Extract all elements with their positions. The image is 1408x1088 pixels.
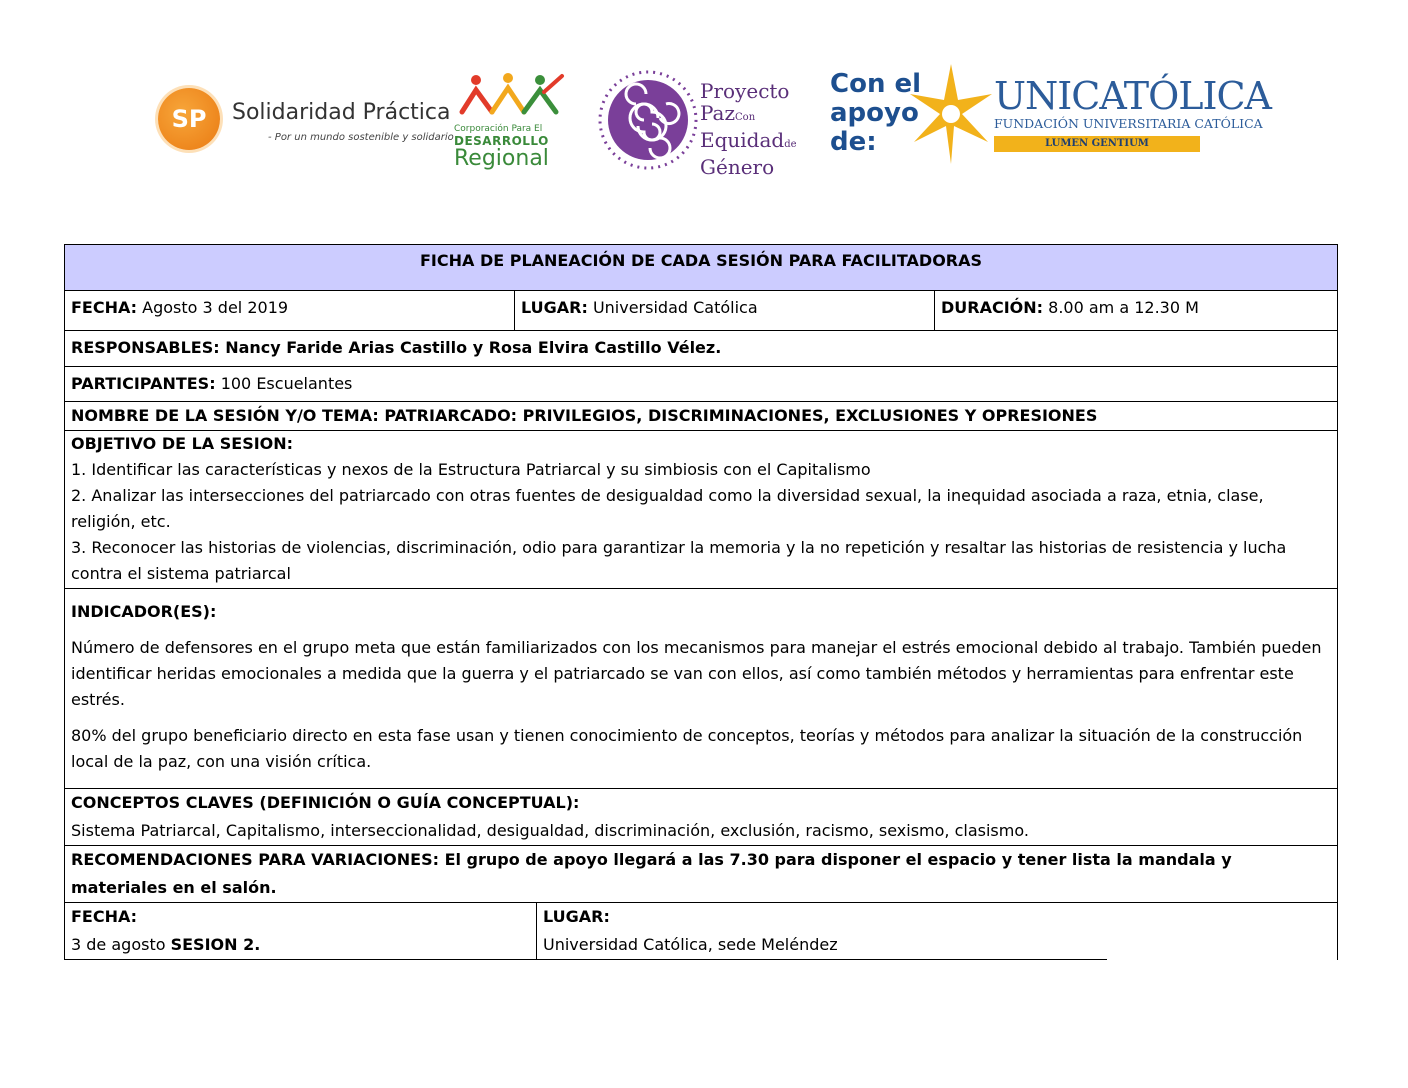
apoyo-line-3: de: [830, 127, 877, 157]
logo-banner [150, 62, 1271, 182]
recomendaciones-row [64, 846, 1338, 903]
participantes-label: PARTICIPANTES: [71, 374, 216, 393]
sp-badge-icon: SP [158, 88, 220, 150]
cdr-line-3: Regional [454, 146, 549, 171]
apoyo-line-1: Con el [830, 69, 922, 99]
unicatolica-subtitle: FUNDACIÓN UNIVERSITARIA CATÓLICA [994, 116, 1263, 131]
people-figures-icon [458, 72, 568, 124]
fecha2-session: SESION 2. [170, 935, 261, 954]
sp-tagline: - Por un mundo sostenible y solidario [268, 132, 454, 143]
lugar-value: Universidad Católica [587, 298, 758, 317]
date-place-duration-row [64, 291, 1338, 331]
participantes-value: 100 Escuelantes [215, 374, 353, 393]
session-planning-form [64, 244, 1338, 960]
paz-line-1: Proyecto [700, 79, 790, 103]
participantes-cell [65, 367, 1337, 401]
conceptos-row [64, 789, 1338, 846]
solidaridad-practica-logo [158, 88, 454, 154]
lugar-cell [515, 291, 935, 330]
conceptos-label: CONCEPTOS CLAVES (DEFINICIÓN O GUÍA CONCEPTUAL): [71, 793, 580, 812]
desarrollo-regional-logo [450, 72, 572, 172]
objetivo-item: 3. Reconocer las historias de violencias, discriminación, odio para garantizar la memoria y la no repetición y resaltar las historias de resistencia y lucha contra el sistema patriarcal [71, 538, 1287, 583]
paz-text [700, 80, 797, 178]
lugar-label: LUGAR: [521, 298, 588, 317]
star-icon [910, 64, 992, 164]
fecha-cell [65, 291, 515, 330]
form-title: FICHA DE PLANEACIÓN DE CADA SESIÓN PARA FACILITADORAS [419, 251, 983, 270]
fecha-label: FECHA: [71, 298, 138, 317]
participantes-row [64, 367, 1338, 402]
indicador-item: Número de defensores en el grupo meta que están familiarizados con los mecanismos para manejar el estrés emocional debido al trabajo. También pueden identificar heridas emocionales a medida que la guerra y el patriarcado se van con ellos, así como también métodos y herramientas para enfrentar este estrés. [71, 638, 1322, 709]
paz-equidad: Equidad [700, 128, 785, 152]
conceptos-value: Sistema Patriarcal, Capitalismo, interseccionalidad, desigualdad, discriminación, exclusión, racismo, sexismo, clasismo. [71, 821, 1029, 840]
form-title-row [64, 244, 1338, 291]
apoyo-line-2: apoyo [830, 98, 919, 128]
paz-line-2 [700, 102, 797, 129]
objetivo-item: 1. Identificar las características y nexos de la Estructura Patriarcal y su simbiosis con el Capitalismo [71, 460, 871, 479]
objetivo-item: 2. Analizar las intersecciones del patriarcado con otras fuentes de desigualdad como la diversidad sexual, la inequidad asociada a raza, etnia, clase, religión, etc. [71, 486, 1264, 531]
objetivo-cell [65, 431, 1337, 591]
fecha2-value: 3 de agosto [71, 935, 171, 954]
nombre-value: PATRIARCADO: PRIVILEGIOS, DISCRIMINACIONES, EXCLUSIONES Y OPRESIONES [378, 406, 1098, 425]
fecha2-cell [65, 903, 537, 960]
responsables-value: Nancy Faride Arias Castillo y Rosa Elvira Castillo Vélez. [219, 338, 722, 357]
nombre-cell [65, 402, 1337, 433]
paz-con: Con [735, 112, 756, 123]
paz-word: Paz [700, 101, 736, 125]
unicatolica-name: UNICATÓLICA [994, 74, 1271, 118]
indicadores-label: INDICADOR(ES): [71, 602, 217, 621]
responsables-row [64, 331, 1338, 367]
indicador-item: 80% del grupo beneficiario directo en esta fase usan y tienen conocimiento de conceptos, teorías y métodos para analizar la situación de la construcción local de la paz, con una visión crítica. [71, 726, 1303, 771]
fecha-value: Agosto 3 del 2019 [137, 298, 289, 317]
duracion-cell [935, 291, 1337, 330]
paz-line-4: Género [700, 155, 775, 179]
paz-de: de [784, 139, 797, 150]
lugar2-value: Universidad Católica, sede Meléndez [543, 935, 838, 954]
recomendaciones-cell [65, 846, 1337, 906]
indicadores-row [64, 589, 1338, 789]
lugar2-cell [537, 903, 1107, 960]
triskelion-icon [596, 68, 700, 172]
duracion-label: DURACIÓN: [941, 298, 1044, 317]
cdr-line-2: DESARROLLO [454, 134, 549, 148]
paz-equidad-logo [596, 68, 818, 179]
nombre-sesion-row [64, 402, 1338, 431]
unicatolica-logo [830, 64, 1271, 172]
cdr-line-1: Corporación Para El [454, 124, 543, 134]
fecha2-line [71, 931, 530, 959]
con-el-apoyo-text [830, 70, 921, 157]
conceptos-cell [65, 789, 1337, 849]
sp-name: Solidaridad Práctica [232, 100, 451, 125]
responsables-cell [65, 331, 1337, 365]
recomendaciones-label: RECOMENDACIONES PARA VARIACIONES: [71, 850, 439, 869]
fecha2-label: FECHA: [71, 907, 138, 926]
objetivo-row [64, 431, 1338, 589]
paz-line-3 [700, 129, 797, 156]
indicadores-cell [65, 589, 1337, 779]
lugar2-label: LUGAR: [543, 907, 610, 926]
recomendaciones-value: El grupo de apoyo llegará a las 7.30 para disponer el espacio y tener lista la mandala y materiales en el salón. [71, 850, 1232, 897]
responsables-label: RESPONSABLES: [71, 338, 220, 357]
objetivo-label: OBJETIVO DE LA SESION: [71, 434, 294, 453]
duracion-value: 8.00 am a 12.30 M [1043, 298, 1199, 317]
unicatolica-motto: LUMEN GENTIUM [994, 136, 1200, 152]
fecha-lugar-sesion-row [64, 903, 1338, 960]
nombre-label: NOMBRE DE LA SESIÓN Y/O TEMA: [71, 406, 379, 425]
